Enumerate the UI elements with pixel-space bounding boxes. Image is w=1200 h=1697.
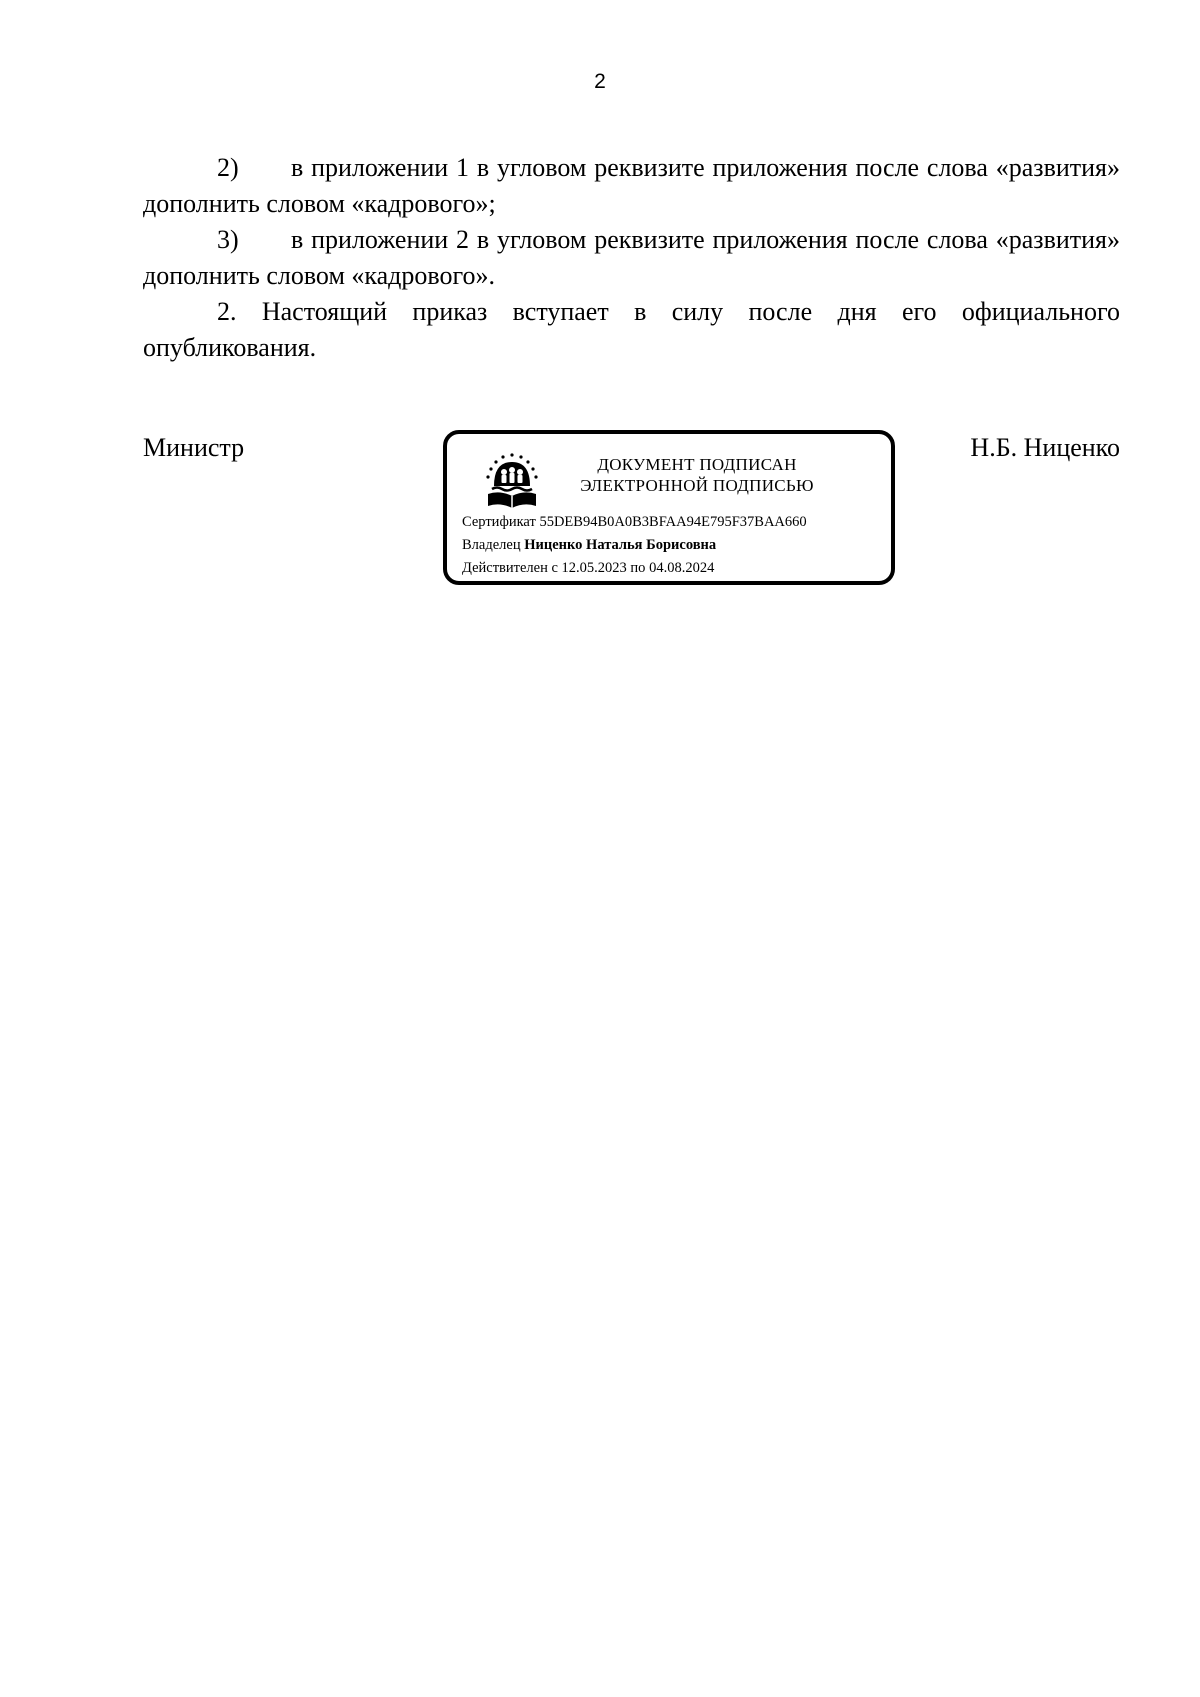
signatory-title: Министр <box>143 433 245 462</box>
paragraph-item-3 <box>143 222 1120 294</box>
stamp-heading-line-1: ДОКУМЕНТ ПОДПИСАН <box>597 455 797 474</box>
document-body <box>143 150 1120 366</box>
valid-from-date: 12.05.2023 <box>561 560 627 576</box>
stamp-certificate-row <box>462 514 807 531</box>
stamp-heading-line-2: ЭЛЕКТРОННОЙ ПОДПИСЬЮ <box>580 476 814 495</box>
paragraph-text: в приложении 2 в угловом реквизите приложения после слова «развития» дополнить словом «кадрового». <box>143 225 1120 290</box>
paragraph-text: в приложении 1 в угловом реквизите приложения после слова «развития» дополнить словом «кадрового»; <box>143 153 1120 218</box>
paragraph-effective-date: 2. Настоящий приказ вступает в силу после дня его официального опубликования. <box>143 297 1120 362</box>
paragraph-number: 3) <box>217 225 239 254</box>
valid-to-date: 04.08.2024 <box>649 560 715 576</box>
paragraph-number: 2) <box>217 153 239 182</box>
valid-to-label: по <box>630 560 646 576</box>
regional-emblem-icon <box>484 452 540 512</box>
signatory-name: Н.Б. Ниценко <box>970 433 1120 462</box>
owner-label: Владелец <box>462 537 521 553</box>
validity-label: Действителен с <box>462 560 558 576</box>
stamp-heading <box>547 454 847 496</box>
stamp-owner-row <box>462 537 716 554</box>
certificate-value: 55DEB94B0A0B3BFAA94E795F37BAA660 <box>539 514 807 530</box>
stamp-validity-row <box>462 560 714 577</box>
electronic-signature-stamp <box>443 430 895 585</box>
owner-value: Ниценко Наталья Борисовна <box>524 537 717 553</box>
paragraph-item-2 <box>143 150 1120 222</box>
page-number: 2 <box>594 70 606 93</box>
certificate-label: Сертификат <box>462 514 536 530</box>
